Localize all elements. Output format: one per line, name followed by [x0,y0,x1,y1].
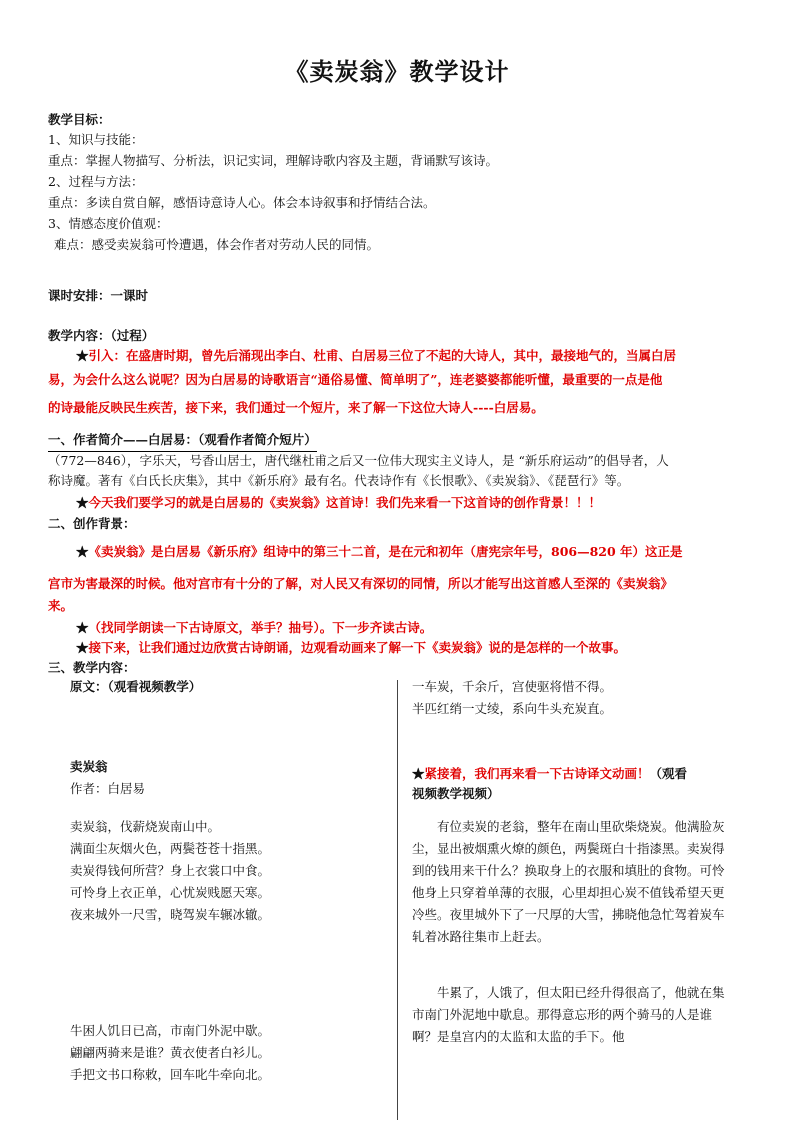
background-text-1: 《卖炭翁》是白居易《新乐府》组诗中的第三十二首，是在元和初年（唐宪宗年号，806—820 年）这正是 [88,544,683,559]
objective-line-5: 3、情感态度价值观： [48,216,169,231]
left-column [70,676,390,1086]
objectives-heading: 教学目标： [48,112,111,127]
translation-paragraph-2: 牛累了，人饿了，但太阳已经升得很高了，他就在集市南门外泥地中歇息。那得意忘形的两个骑马的人是谁啊？是皇宫内的太监和太监的手下。他 [412,985,725,1044]
star-icon: ★ [76,348,89,363]
right-column [412,676,732,1048]
star-icon: ★ [412,766,425,781]
background-text-4: （找同学朗读一下古诗原文，举手？抽号）。下一步齐读古诗。 [88,620,433,635]
translation-paragraph-1: 有位卖炭的老翁，整年在南山里砍柴烧炭。他满脸灰尘，显出被烟熏火燎的颜色，两鬓斑白十指漆黑。卖炭得到的钱用来干什么？换取身上的衣服和填肚的食物。可怜他身上只穿着单薄的衣服，心里却担心炭不值钱希望天更冷些。夜里城外下了一尺厚的大雪，拂晓他急忙驾着炭车轧着冰路往集市上赶去。 [412,819,725,944]
poem-line: 手把文书口称敕，回车叱牛牵向北。 [70,1067,271,1082]
poem-line: 半匹红绡一丈绫，系向牛头充炭直。 [412,701,613,716]
star-icon: ★ [76,495,89,510]
intro-text-1: 引入：在盛唐时期，曾先后涌现出李白、杜甫、白居易三位了不起的大诗人，其中，最接地气的，当属白居 [88,348,677,363]
poem-line: 可怜身上衣正单，心忧炭贱愿天寒。 [70,885,271,900]
author-line-3 [76,493,782,513]
background-line-4 [76,618,782,638]
star-icon: ★ [76,620,89,635]
intro-line-2: 易，为会什么这么说呢？因为白居易的诗歌语言“通俗易懂、简单明了”，连老婆婆都能听懂，最重要的一点是他 [48,372,663,387]
objective-line-6: 难点：感受卖炭翁可怜遭遇，体会作者对劳动人民的同情。 [54,237,380,252]
poem-line: 卖炭得钱何所营？身上衣裳口中食。 [70,863,271,878]
objective-line-2: 重点：掌握人物描写、分析法，识记实词，理解诗歌内容及主题，背诵默写该诗。 [48,153,499,168]
animation-note [412,764,732,804]
poem-line: 一车炭，千余斤，宫使驱将惜不得。 [412,679,613,694]
background-text-5: 接下来，让我们通过边欣赏古诗朗诵，边观看动画来了解一下《卖炭翁》说的是怎样的一个故事。 [88,640,627,655]
page-title: 《卖炭翁》教学设计 [284,57,510,86]
original-label: 原文：（观看视频教学） [70,679,202,694]
animation-note-black-2: 视频教学视频） [412,786,500,801]
poem-line: 满面尘灰烟火色，两鬓苍苍十指黑。 [70,841,271,856]
poem-line: 翩翩两骑来是谁？黄衣使者白衫儿。 [70,1045,271,1060]
animation-note-black-1: （观看 [649,766,688,781]
author-text-3: 今天我们要学习的就是白居易的《卖炭翁》这首诗！我们先来看一下这首诗的创作背景！！！ [88,495,602,510]
background-line-2: 宫市为害最深的时候。他对宫市有十分的了解，对人民又有深切的同情，所以才能写出这首感人至深的《卖炭翁》 [48,576,674,591]
objective-line-1: 1、知识与技能： [48,132,144,147]
poem-title: 卖炭翁 [70,759,108,774]
content-heading: 教学内容：（过程） [48,328,155,343]
background-line-1 [76,542,782,562]
poem-line: 卖炭翁，伐薪烧炭南山中。 [70,819,221,834]
author-heading-text: 一、作者简介——白居易：（观看作者简介短片） [48,430,317,452]
star-icon: ★ [76,640,89,655]
teaching-heading: 三、教学内容： [48,660,136,675]
column-divider [397,680,398,1120]
schedule: 课时安排：一课时 [48,288,149,303]
objective-line-3: 2、过程与方法： [48,174,144,189]
poem-line: 牛困人饥日已高，市南门外泥中歇。 [70,1023,271,1038]
author-line-1: （772—846），字乐天，号香山居士，唐代继杜甫之后又一位伟大现实主义诗人，是 “新乐府运动”的倡导者，人 [48,453,669,468]
author-line-2: 称诗魔。著有《白氏长庆集》，其中《新乐府》最有名。代表诗作有《长恨歌》、《卖炭翁》、《琵琶行》等。 [48,473,630,488]
background-line-3: 来。 [48,598,74,613]
background-line-5 [76,638,782,658]
poem-line: 夜来城外一尺雪，晓驾炭车辗冰辙。 [70,907,271,922]
star-icon: ★ [76,544,89,559]
author-heading [48,430,754,452]
animation-note-red: 紧接着，我们再来看一下古诗译文动画！ [424,766,650,781]
intro-line-3: 的诗最能反映民生疾苦，接下来，我们通过一个短片，来了解一下这位大诗人----白居易。 [48,400,544,415]
poem-author: 作者：白居易 [70,781,146,796]
background-heading: 二、创作背景： [48,516,136,531]
objective-line-4: 重点：多读自赏自解，感悟诗意诗人心。体会本诗叙事和抒情结合法。 [48,195,436,210]
intro-line-1 [76,346,782,366]
